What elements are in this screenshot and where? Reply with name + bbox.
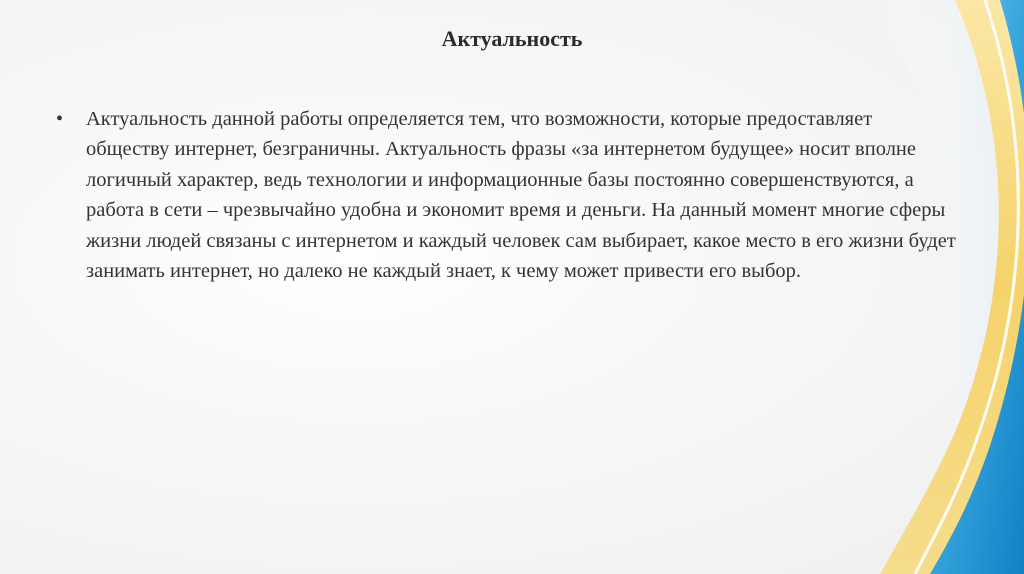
slide-title: Актуальность <box>441 26 583 51</box>
bullet-marker: • <box>56 108 64 130</box>
bullet-item <box>56 104 956 286</box>
bullet-list <box>56 104 956 286</box>
bullet-text: Актуальность данной работы определяется тем, что возможности, которые предоставляет обществу интернет, безграничны. Актуальность фразы «за интернетом будущее» носит вполне логичный характер, ведь технологии и информационные базы постоянно совершенствуются, а работа в сети – чрезвычайно удобна и экономит время и деньги. На данный момент многие сферы жизни людей связаны с интернетом и каждый человек сам выбирает, какое место в его жизни будет занимать интернет, но далеко не каждый знает, к чему может привести его выбор. <box>86 108 956 283</box>
